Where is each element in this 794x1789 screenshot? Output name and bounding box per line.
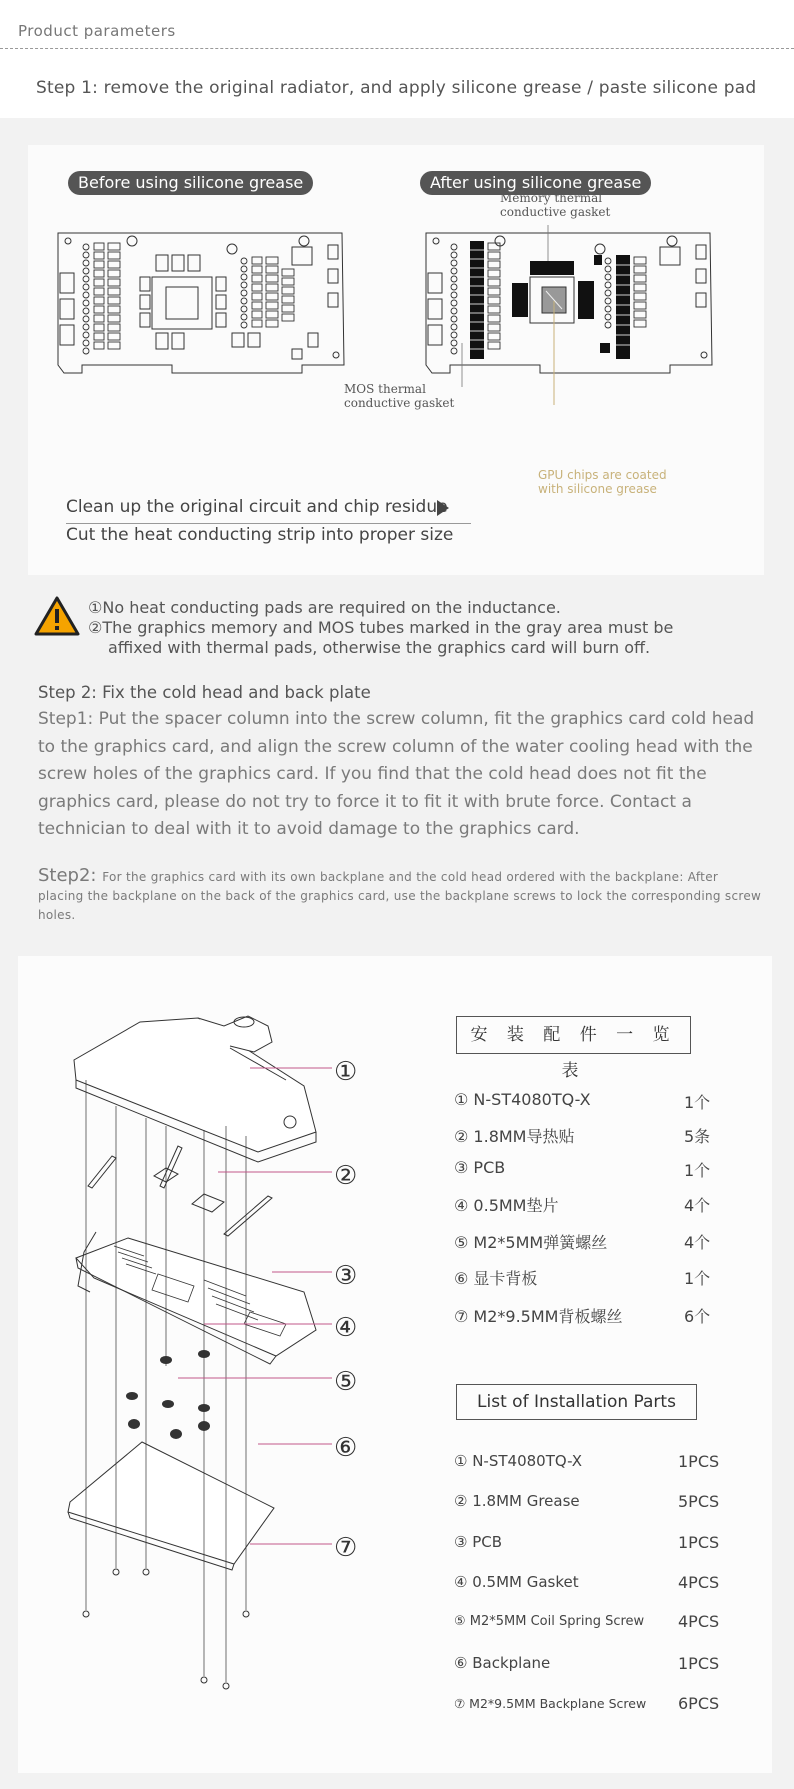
step1-title: Step 1: remove the original radiator, and apply silicone grease / paste silicone pad (36, 78, 757, 98)
before-label: Before using silicone grease (68, 171, 313, 195)
list-item-qty: 4个 (684, 1196, 711, 1215)
list-item: ⑤ M2*5MM Coil Spring Screw (454, 1614, 645, 1629)
list-item-qty: 5PCS (678, 1492, 720, 1511)
memory-callout-line1: Memory thermal (500, 191, 603, 205)
list-item: ④ 0.5MM Gasket (454, 1573, 579, 1591)
list-item: ① N-ST4080TQ-X (454, 1452, 583, 1470)
list-item-qty: 1个 (684, 1093, 711, 1112)
callout-number-4: ④ (334, 1313, 358, 1343)
pcb-after-diagram (420, 225, 720, 405)
list-item-qty: 1PCS (678, 1533, 720, 1552)
step2-title: Step 2: Fix the cold head and back plate (38, 683, 371, 702)
thermal-pad-comparison-card (28, 145, 764, 575)
page-title: Product parameters (18, 22, 176, 40)
arrow-right-icon (437, 500, 449, 516)
exploded-assembly-diagram (18, 956, 438, 1773)
list-item-qty: 6个 (684, 1307, 711, 1326)
list-item-qty: 1个 (684, 1161, 711, 1180)
callout-number-2: ② (334, 1161, 358, 1191)
warning-icon (34, 595, 80, 637)
memory-callout-line2: conductive gasket (500, 205, 611, 219)
step2-paragraph-2-lead: Step2: (38, 865, 103, 886)
list-item: ⑥ 显卡背板 (454, 1269, 538, 1288)
instruction-divider (66, 523, 471, 524)
step2-paragraph-2-body: For the graphics card with its own backplane and the cold head ordered with the backplane: After placing the backplane on the back of the graphics card, use the backplane screws to lock the corresponding screw holes. (38, 870, 762, 922)
list-item: ③ PCB (454, 1533, 503, 1551)
list-item: ② 1.8MM Grease (454, 1492, 580, 1510)
parts-list-en-title: List of Installation Parts (456, 1384, 697, 1420)
list-item: ⑦ M2*9.5MM Backplane Screw (454, 1696, 647, 1711)
callout-number-6: ⑥ (334, 1433, 358, 1463)
list-item: ④ 0.5MM垫片 (454, 1196, 559, 1215)
memory-pad-callout (500, 191, 610, 219)
callout-number-5: ⑤ (334, 1367, 358, 1397)
callout-number-1: ① (334, 1057, 358, 1087)
header-divider (0, 48, 794, 49)
gpu-callout-line2: with silicone grease (538, 482, 657, 496)
list-item-qty: 4PCS (678, 1573, 720, 1592)
list-item: ⑥ Backplane (454, 1654, 551, 1672)
after-label: After using silicone grease (420, 171, 651, 195)
list-item-qty: 6PCS (678, 1694, 720, 1713)
list-item-qty: 1个 (684, 1269, 711, 1288)
list-item: ② 1.8MM导热贴 (454, 1127, 575, 1146)
clean-instruction: Clean up the original circuit and chip residue (66, 497, 448, 517)
list-item-qty: 4个 (684, 1233, 711, 1252)
list-item-qty: 5条 (684, 1127, 711, 1146)
list-item: ⑦ M2*9.5MM背板螺丝 (454, 1307, 623, 1326)
cut-instruction: Cut the heat conducting strip into proper size (66, 525, 454, 545)
installation-parts-card (18, 956, 772, 1773)
warning-line-3: affixed with thermal pads, otherwise the graphics card will burn off. (108, 638, 651, 657)
step2-paragraph-1: Step1: Put the spacer column into the screw column, fit the graphics card cold head to the graphics card, and align the screw column of the water cooling head with the screw holes of the graphics card. If you find that the cold head does not fit the graphics card, please do not try to force it to fit it with brute force. Contact a technician to deal with it to avoid damage to the graphics card. (38, 709, 755, 839)
parts-list-cn-title: 安 装 配 件 一 览 表 (456, 1016, 691, 1054)
list-item-qty: 4PCS (678, 1612, 720, 1631)
list-item: ⑤ M2*5MM弹簧螺丝 (454, 1233, 608, 1252)
step2-paragraph-2 (38, 866, 766, 925)
list-item-qty: 1PCS (678, 1452, 720, 1471)
callout-number-3: ③ (334, 1261, 358, 1291)
warning-line-1: ①No heat conducting pads are required on the inductance. (88, 598, 561, 617)
gpu-callout-line1: GPU chips are coated (538, 468, 667, 482)
list-item: ① N-ST4080TQ-X (454, 1090, 591, 1109)
warning-notes (88, 598, 673, 658)
mos-callout-line1: MOS thermal (344, 382, 426, 396)
gpu-grease-callout (538, 468, 667, 496)
warning-line-2: ②The graphics memory and MOS tubes marked in the gray area must be (88, 618, 674, 637)
callout-number-7: ⑦ (334, 1533, 358, 1563)
list-item: ③ PCB (454, 1158, 506, 1177)
pcb-before-diagram (52, 225, 352, 405)
mos-pad-callout (344, 382, 454, 410)
list-item-qty: 1PCS (678, 1654, 720, 1673)
mos-callout-line2: conductive gasket (344, 396, 455, 410)
